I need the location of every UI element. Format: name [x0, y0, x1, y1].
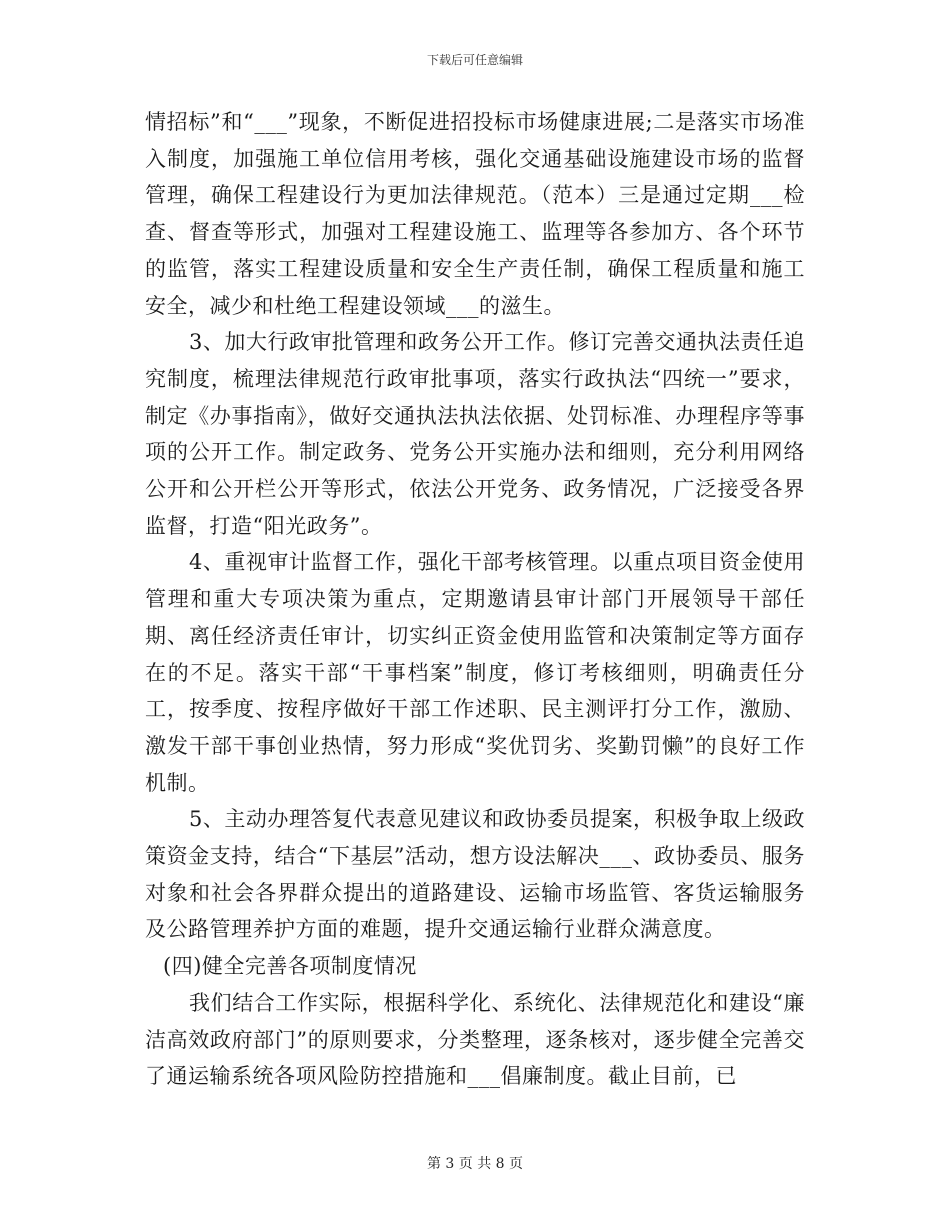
- section-heading: (四)健全完善各项制度情况: [163, 954, 417, 979]
- page-number: 第 3 页 共 8 页: [426, 1156, 524, 1172]
- document-body: [145, 104, 805, 1095]
- page-header: 下载后可任意编辑: [426, 53, 523, 67]
- paragraph-section-intro: 我们结合工作实际，根据科学化、系统化、法律规范化和建设“廉洁高效政府部门”的原则要求，分类整理，逐条核对，逐步健全完善交了通运输系统各项风险防控措施和___倡廉制度。截止目前，已: [145, 990, 805, 1089]
- paragraph-continuation: 情招标”和“___”现象，不断促进招投标市场健康进展;二是落实市场准入制度，加强施工单位信用考核，强化交通基础设施建设市场的监督管理，确保工程建设行为更加法律规范。（范本）三是通过定期___检查、督查等形式，加强对工程建设施工、监理等各参加方、各个环节的监管，落实工程建设质量和安全生产责任制，确保工程质量和施工安全，减少和杜绝工程建设领域___的滋生。: [145, 110, 805, 318]
- paragraph-item-5: 5、主动办理答复代表意见建议和政协委员提案，积极争取上级政策资金支持，结合“下基层”活动，想方设法解决___、政协委员、服务对象和社会各界群众提出的道路建设、运输市场监管、客货运输服务及公路管理养护方面的难题，提升交通运输行业群众满意度。: [145, 807, 805, 942]
- paragraph-item-4: 4、重视审计监督工作，强化干部考核管理。以重点项目资金使用管理和重大专项决策为重点，定期邀请县审计部门开展领导干部任期、离任经济责任审计，切实纠正资金使用监管和决策制定等方面存在的不足。落实干部“干事档案”制度，修订考核细则，明确责任分工，按季度、按程序做好干部工作述职、民主测评打分工作，激励、激发干部干事创业热情，努力形成“奖优罚劣、奖勤罚懒”的良好工作机制。: [145, 550, 805, 795]
- paragraph-item-3: 3、加大行政审批管理和政务公开工作。修订完善交通执法责任追究制度，梳理法律规范行政审批事项，落实行政执法“四统一”要求，制定《办事指南》，做好交通执法执法依据、处罚标准、办理程序等事项的公开工作。制定政务、党务公开实施办法和细则，充分利用网络公开和公开栏公开等形式，依法公开党务、政务情况，广泛接受各界监督，打造“阳光政务”。: [145, 330, 805, 538]
